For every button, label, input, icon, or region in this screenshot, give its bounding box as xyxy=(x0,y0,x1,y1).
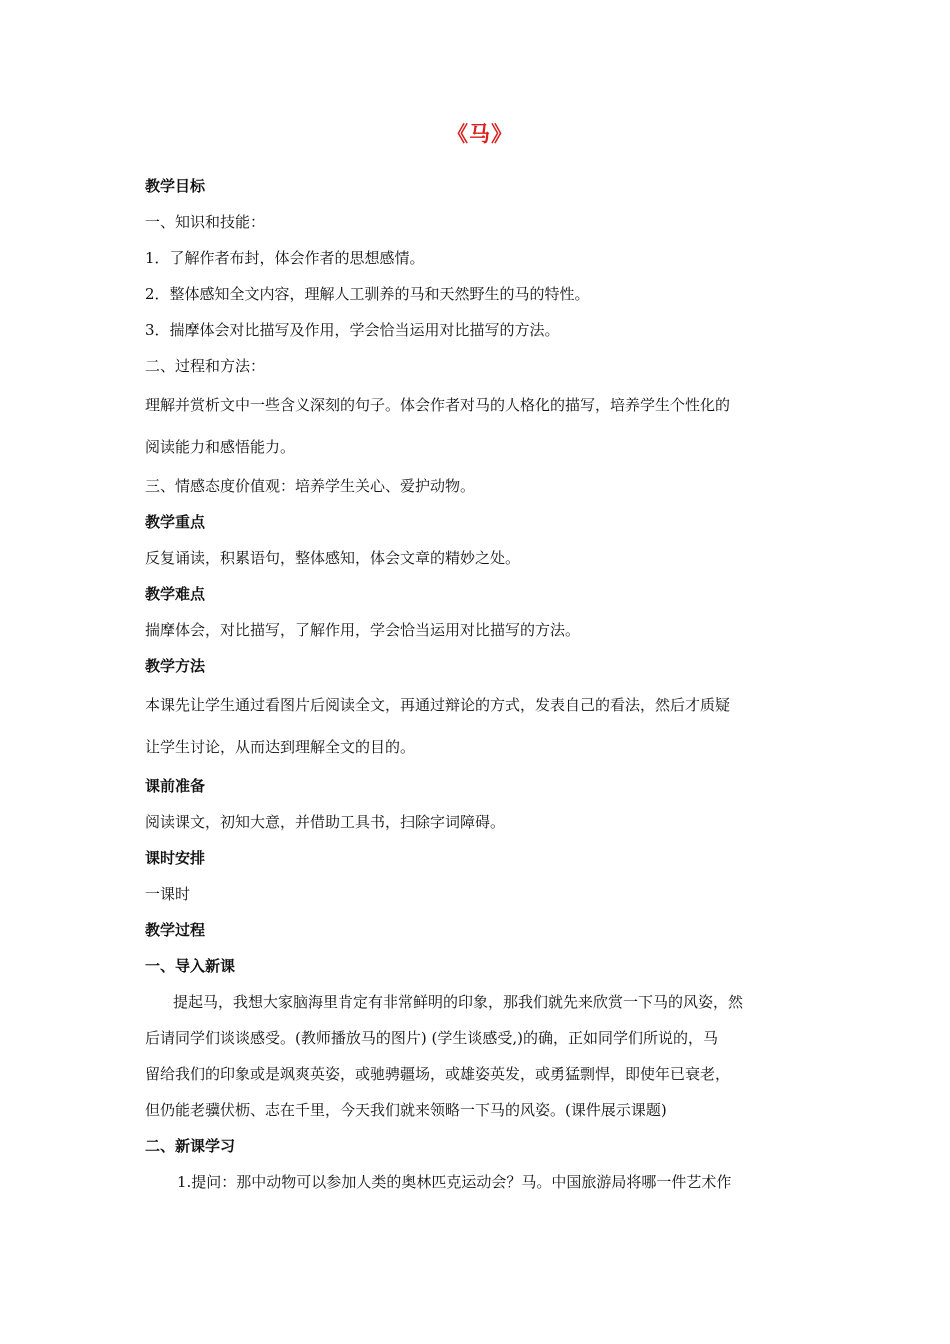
body-line: 理解并赏析文中一些含义深刻的句子。体会作者对马的人格化的描写，培养学生个性化的 xyxy=(145,396,731,414)
body-line: 反复诵读，积累语句，整体感知，体会文章的精妙之处。 xyxy=(145,549,521,567)
body-line: 提起马，我想大家脑海里肯定有非常鲜明的印象，那我们就先来欣赏一下马的风姿，然 xyxy=(173,993,744,1011)
body-line: 二、过程和方法： xyxy=(145,357,266,375)
body-line: 但仍能老骥伏枥、志在千里，今天我们就来领略一下马的风姿。(课件展示课题) xyxy=(145,1101,667,1119)
section-heading: 教学重点 xyxy=(145,513,206,531)
body-line: 留给我们的印象或是飒爽英姿，或驰骋疆场，或雄姿英发，或勇猛剽悍，即使年已衰老， xyxy=(145,1065,731,1083)
body-line: 3．揣摩体会对比描写及作用，学会恰当运用对比描写的方法。 xyxy=(145,321,560,339)
body-line: 一课时 xyxy=(145,885,191,903)
section-heading: 教学目标 xyxy=(145,177,206,195)
document-page xyxy=(145,120,815,1200)
section-heading: 教学方法 xyxy=(145,657,206,675)
section-heading: 二、新课学习 xyxy=(145,1137,236,1155)
document-body xyxy=(145,168,815,1200)
body-line: 1.提问：那中动物可以参加人类的奥林匹克运动会？马。中国旅游局将哪一件艺术作 xyxy=(177,1173,732,1191)
body-line: 后请同学们谈谈感受。(教师播放马的图片) (学生谈感受,)的确，正如同学们所说的，马 xyxy=(145,1029,718,1047)
section-heading: 课时安排 xyxy=(145,849,206,867)
body-line: 2．整体感知全文内容，理解人工驯养的马和天然野生的马的特性。 xyxy=(145,285,590,303)
body-line: 1．了解作者布封，体会作者的思想感情。 xyxy=(145,249,425,267)
body-line: 阅读能力和感悟能力。 xyxy=(145,438,296,456)
section-heading: 课前准备 xyxy=(145,777,206,795)
section-heading: 教学过程 xyxy=(145,921,206,939)
body-line: 揣摩体会，对比描写，了解作用，学会恰当运用对比描写的方法。 xyxy=(145,621,581,639)
body-line: 本课先让学生通过看图片后阅读全文，再通过辩论的方式，发表自己的看法，然后才质疑 xyxy=(145,696,731,714)
body-line: 阅读课文，初知大意，并借助工具书，扫除字词障碍。 xyxy=(145,813,506,831)
section-heading: 教学难点 xyxy=(145,585,206,603)
body-line: 让学生讨论，从而达到理解全文的目的。 xyxy=(145,738,416,756)
section-heading: 一、导入新课 xyxy=(145,957,236,975)
body-line: 一、知识和技能： xyxy=(145,213,266,231)
body-line: 三、情感态度价值观：培养学生关心、爱护动物。 xyxy=(145,477,476,495)
document-title: 《马》 xyxy=(447,121,513,146)
